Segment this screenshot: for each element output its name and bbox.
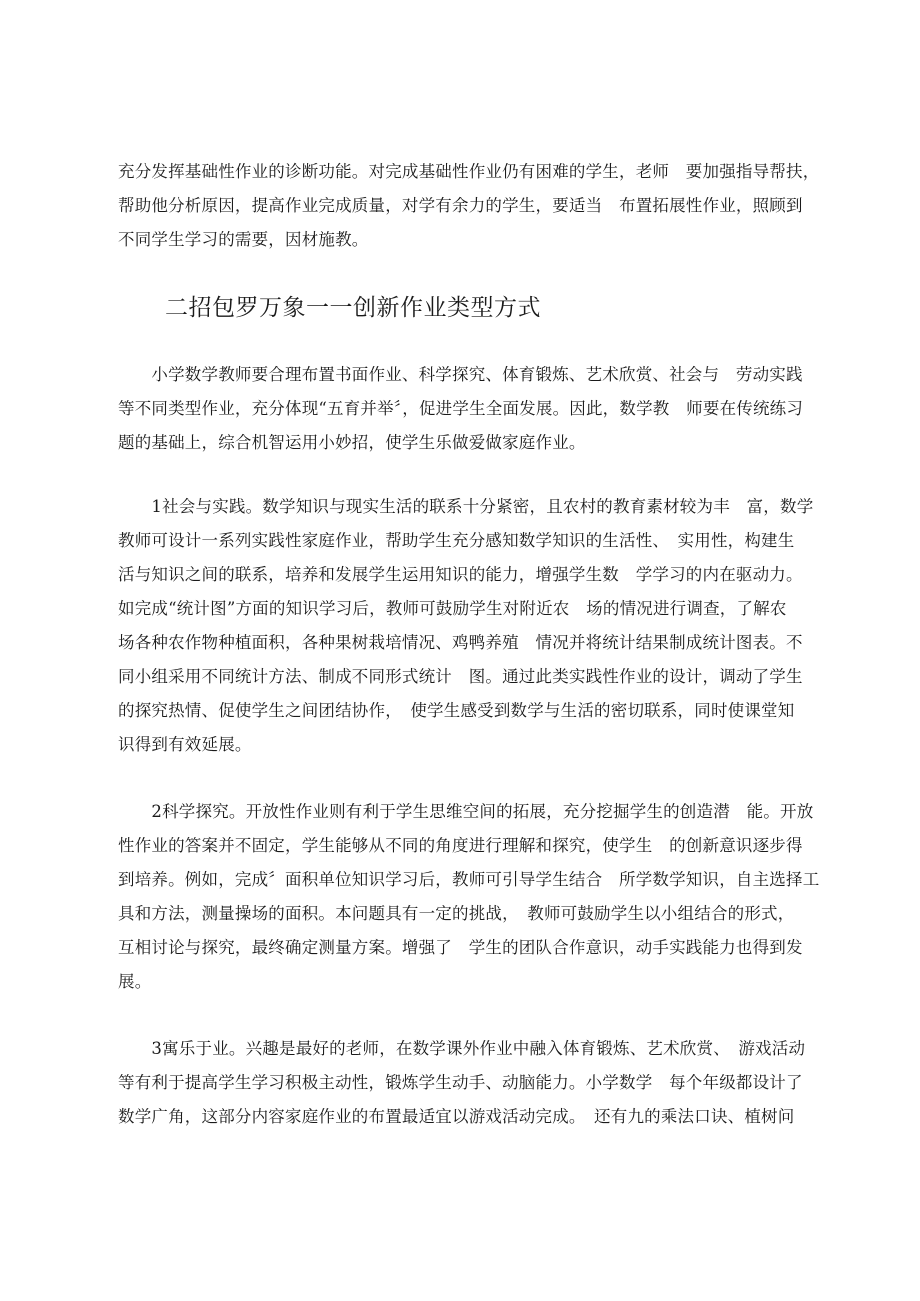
text-line: 活与知识之间的联系，培养和发展学生运用知识的能力，增强学生数 学学习的内在驱动力。 bbox=[118, 565, 803, 584]
text-line: 题的基础上，综合机智运用小妙招，使学生乐做爱做家庭作业。 bbox=[118, 433, 586, 452]
science-paragraph bbox=[118, 795, 830, 999]
text-line: 3寓乐于业。兴趣是最好的老师，在数学课外作业中融入体育锻炼、艺术欣赏、 游戏活动 bbox=[118, 1039, 806, 1058]
text-line: 性作业的答案并不固定，学生能够从不同的角度进行理解和探究，使学生 的创新意识逐步得 bbox=[118, 836, 803, 855]
text-line: 小学数学教师要合理布置书面作业、科学探究、体育锻炼、艺术欣赏、社会与 劳动实践 bbox=[118, 365, 803, 384]
practice-paragraph bbox=[118, 490, 830, 762]
text-line: 1社会与实践。数学知识与现实生活的联系十分紧密，且农村的教育素材较为丰 富，数学 bbox=[118, 497, 814, 516]
text-line: 如完成“统计图”方面的知识学习后，教师可鼓励学生对附近农 场的情况进行调查，了解农 bbox=[118, 599, 787, 618]
text-line: 等不同类型作业，充分体现“五育并举〞，促进学生全面发展。因此，数学教 师要在传统练习 bbox=[118, 399, 804, 418]
text-line: 到培养。例如，完成〞面积单位知识学习后，教师可引导学生结合 所学数学知识，自主选择工 bbox=[118, 870, 820, 889]
text-line: 的探究热情、促使学生之间团结协作， 使学生感受到数学与生活的密切联系，同时使课堂知 bbox=[118, 701, 795, 720]
intro-paragraph bbox=[118, 155, 830, 257]
text-line: 2科学探究。开放性作业则有利于学生思维空间的拓展，充分挖掘学生的创造潜 能。开放 bbox=[118, 802, 814, 821]
section-heading: 二招包罗万象一一创新作业类型方式 bbox=[165, 295, 541, 321]
fun-paragraph bbox=[118, 1032, 830, 1134]
text-line: 场各种农作物种植面积，各种果树栽培情况、鸡鸭养殖 情况并将统计结果制成统计图表。不 bbox=[118, 633, 803, 652]
text-line: 帮助他分析原因，提高作业完成质量，对学有余力的学生，要适当 布置拓展性作业，照顾到 bbox=[118, 196, 803, 215]
text-line: 教师可设计一系列实践性家庭作业，帮助学生充分感知数学知识的生活性、 实用性，构建生 bbox=[118, 531, 795, 550]
overview-paragraph bbox=[118, 358, 830, 460]
text-line: 展。 bbox=[118, 972, 152, 991]
text-line: 互相讨论与探究，最终确定测量方案。增强了 学生的团队合作意识，动手实践能力也得到发 bbox=[118, 938, 803, 957]
text-line: 识得到有效延展。 bbox=[118, 735, 252, 754]
text-line: 等有利于提高学生学习积极主动性，锻炼学生动手、动脑能力。小学数学 每个年级都设计了 bbox=[118, 1073, 803, 1092]
text-line: 充分发挥基础性作业的诊断功能。对完成基础性作业仍有困难的学生，老师 要加强指导帮扶， bbox=[118, 162, 820, 181]
text-line: 不同学生学习的需要，因材施教。 bbox=[118, 230, 369, 249]
text-line: 同小组采用不同统计方法、制成不同形式统计 图。通过此类实践性作业的设计，调动了学生 bbox=[118, 667, 803, 686]
text-line: 具和方法，测量操场的面积。本问题具有一定的挑战， 教师可鼓励学生以小组结合的形式， bbox=[118, 904, 795, 923]
text-line: 数学广角，这部分内容家庭作业的布置最适宜以游戏活动完成。 还有九的乘法口诀、植树问 bbox=[118, 1107, 795, 1126]
